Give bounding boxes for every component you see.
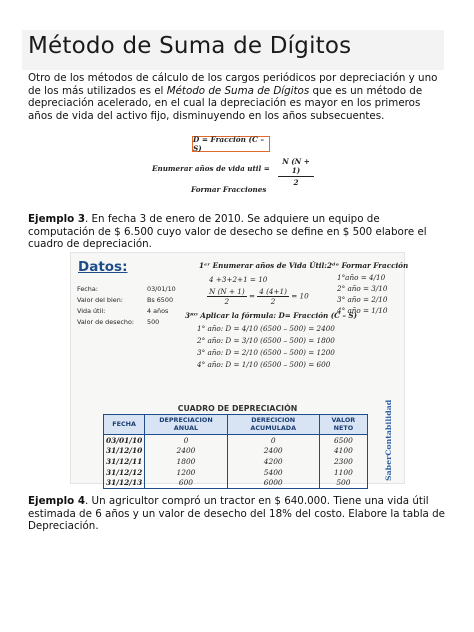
table-cell: 2400 (145, 446, 227, 457)
datos-field-key: Fecha: (77, 285, 98, 293)
column-header: DERECICION ACUMULADA (227, 415, 319, 435)
formula-fraction (278, 157, 314, 187)
fraction-denominator: 2 (224, 297, 230, 306)
step2-item: 4° año = 1/10 (337, 306, 388, 315)
step2-title: 2ᵈᵒ Formar Fracción (327, 261, 409, 270)
table-cell: 31/12/10 (104, 446, 145, 457)
datos-title: Datos: (78, 259, 128, 275)
datos-field-row (77, 296, 174, 304)
table-cell: 31/12/11 (104, 456, 145, 467)
table-cell: 1100 (319, 467, 367, 478)
depreciation-table (103, 414, 368, 489)
datos-field-row (77, 318, 160, 326)
column-header: VALOR NETO (319, 415, 367, 435)
datos-field-value: 500 (147, 318, 160, 326)
formula-figure (152, 133, 317, 205)
intro-text-emphasis: Método de Suma de Dígitos (166, 84, 310, 97)
datos-figure (70, 252, 409, 488)
step1-fraction-2 (257, 287, 289, 306)
step1-title: 1ᵉʳ Enumerar años de Vida Útil: (199, 261, 327, 270)
table-cell: 31/12/12 (104, 467, 145, 478)
datos-field-row (77, 307, 169, 315)
formula-denominator: 2 (293, 178, 299, 187)
table-row (104, 467, 368, 478)
table-cell: 1200 (145, 467, 227, 478)
formula-box: D = Fracción (C – S) (192, 136, 270, 152)
step1-fraction-1 (207, 287, 247, 306)
example-3-text: . En fecha 3 de enero de 2010. Se adquiere un equipo de computación de $ 6.500 cuyo valor de desecho se define en $ 500 elabore el cuadro de depreciación. (28, 213, 427, 251)
example-4-label: Ejemplo 4 (28, 495, 85, 507)
table-header-row (104, 415, 368, 435)
table-cell: 1800 (145, 456, 227, 467)
step3-title: 3ᴿᴼ Aplicar la fórmula: D= Fracción (C – S) (185, 311, 358, 320)
table-cell: 500 (319, 477, 367, 488)
table-cell: 6500 (319, 435, 367, 446)
table-cell: 6000 (227, 477, 319, 488)
table-row (104, 456, 368, 467)
depreciation-table-title: CUADRO DE DEPRECIACIÓN (177, 404, 298, 413)
example-4-paragraph (28, 495, 448, 533)
table-cell: 2300 (319, 456, 367, 467)
table-row (104, 435, 368, 446)
table-cell: 0 (227, 435, 319, 446)
step1-formula: $\frac{N (N + 1)}{2}$ = $\frac{4 (4+1)}{2}$ = 10 (209, 287, 309, 306)
step1-result: = 10 (291, 291, 309, 301)
step2-item: 2° año = 3/10 (337, 284, 388, 293)
table-cell: 4200 (227, 456, 319, 467)
step3-item: 4° año: D = 1/10 (6500 – 500) = 600 (197, 360, 331, 369)
page-title: Método de Suma de Dígitos (28, 33, 352, 59)
intro-text-pre: Otro de los métodos de cálculo de los cargos periódicos por depreciación y uno de los más utilizados es el (28, 72, 438, 97)
datos-field-value: Bs 6500 (147, 296, 174, 304)
formula-numerator: N (N + 1) (278, 157, 314, 177)
table-cell: 5400 (227, 467, 319, 478)
fraction-numerator: N (N + 1) (209, 287, 245, 296)
table-cell: 600 (145, 477, 227, 488)
datos-field-value: 03/01/10 (147, 285, 176, 293)
step3-item: 1° año: D = 4/10 (6500 – 500) = 2400 (197, 324, 335, 333)
formula-lhs: Enumerar años de vida util = (152, 164, 270, 173)
formula-bottom: Formar Fracciones (191, 185, 267, 194)
datos-field-key: Valor de desecho: (77, 318, 135, 326)
step3-item: 2° año: D = 3/10 (6500 – 500) = 1800 (197, 336, 335, 345)
example-3-paragraph (28, 213, 448, 251)
brand-watermark: SaberContabilidad (384, 399, 393, 481)
intro-text-post: que es un método de depreciación acelerado, en el cual la depreciación es mayor en los primeros años de vida del activo fijo, disminuyendo en los años subsecuentes. (28, 84, 423, 122)
table-cell: 31/12/13 (104, 477, 145, 488)
table-cell: 0 (145, 435, 227, 446)
datos-field-key: Valor del bien: (77, 296, 123, 304)
example-3-label: Ejemplo 3 (28, 213, 85, 225)
table-cell: 2400 (227, 446, 319, 457)
table-cell: 03/01/10 (104, 435, 145, 446)
step2-item: 3° año = 2/10 (337, 295, 388, 304)
datos-field-key: Vida útil: (77, 307, 106, 315)
fraction-numerator: 4 (4+1) (259, 287, 287, 296)
step2-item: 1°año = 4/10 (337, 273, 386, 282)
datos-field-value: 4 años (147, 307, 169, 315)
column-header: FECHA (104, 415, 145, 435)
table-row (104, 477, 368, 488)
table-row (104, 446, 368, 457)
fraction-denominator: 2 (270, 297, 276, 306)
table-cell: 4100 (319, 446, 367, 457)
step3-item: 3° año: D = 2/10 (6500 – 500) = 1200 (197, 348, 335, 357)
column-header: DEPRECIACION ANUAL (145, 415, 227, 435)
datos-field-row (77, 285, 176, 293)
step1-sum: 4 +3+2+1 = 10 (209, 275, 268, 284)
intro-paragraph (28, 72, 448, 122)
example-4-text: . Un agricultor compró un tractor en $ 640.000. Tiene una vida útil estimada de 6 años y un valor de desecho del 18% del costo. Elabore la tabla de Depreciación. (28, 495, 446, 533)
